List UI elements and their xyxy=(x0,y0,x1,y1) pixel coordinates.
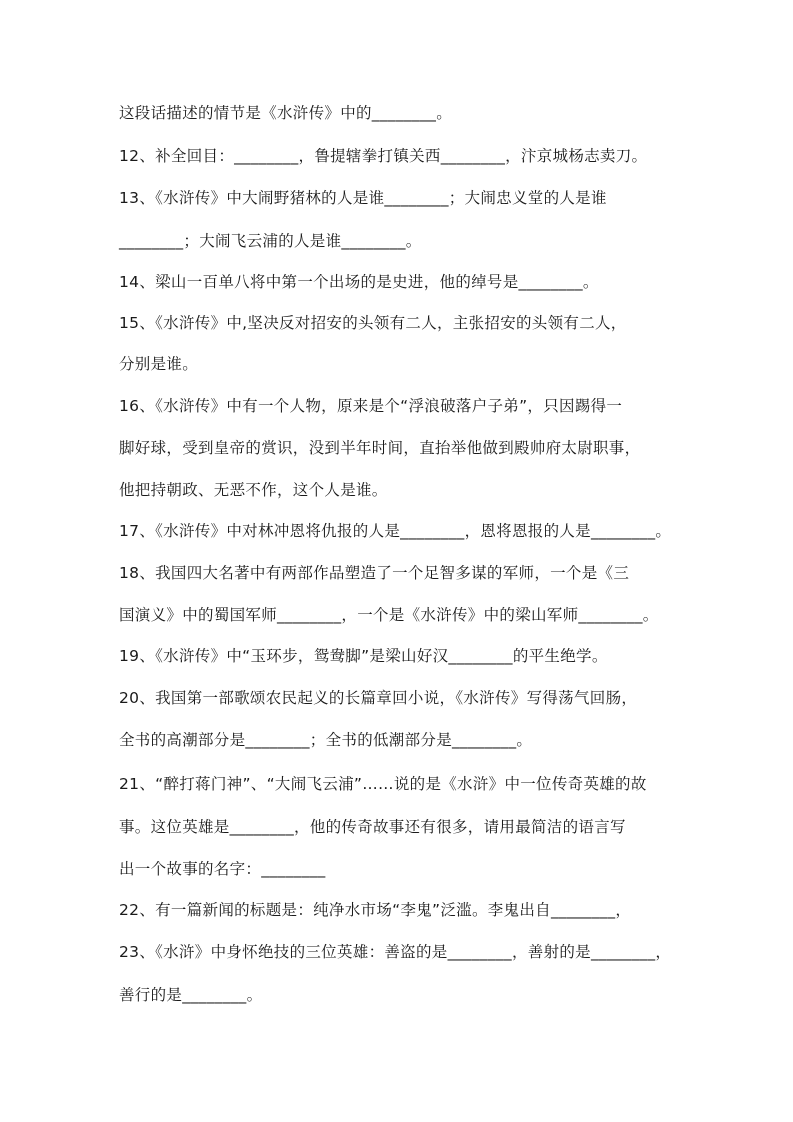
question-16: 16、《水浒传》中有一个人物，原来是个“浮浪破落户子弟”，只因踢得一 xyxy=(119,397,623,415)
question-14: 14、梁山一百单八将中第一个出场的是史进，他的绰号是________。 xyxy=(119,273,599,291)
text-line: 国演义》中的蜀国军师________，一个是《水浒传》中的梁山军师________。 xyxy=(119,606,659,624)
text-line: 全书的高潮部分是________；全书的低潮部分是________。 xyxy=(119,731,533,749)
text-line: 出一个故事的名字：________ xyxy=(119,860,326,878)
text-line: ________；大闹飞云浦的人是谁________。 xyxy=(119,232,422,250)
text-line: 他把持朝政、无恶不作，这个人是谁。 xyxy=(119,481,388,499)
question-22: 22、有一篇新闻的标题是：纯净水市场“李鬼”泛滥。李鬼出自________， xyxy=(119,901,632,919)
text-line: 分别是谁。 xyxy=(119,355,199,373)
text-line: 脚好球，受到皇帝的赏识，没到半年时间，直抬举他做到殿帅府太尉职事， xyxy=(119,439,641,457)
text-line: 善行的是________。 xyxy=(119,986,263,1004)
question-13: 13、《水浒传》中大闹野猪林的人是谁________；大闹忠义堂的人是谁 xyxy=(119,189,607,207)
text-line: 事。这位英雄是________，他的传奇故事还有很多，请用最简洁的语言写 xyxy=(119,818,626,836)
text-line: 这段话描述的情节是《水浒传》中的________。 xyxy=(119,104,453,122)
question-12: 12、补全回目：________，鲁提辖拳打镇关西________，汴京城杨志卖刀。 xyxy=(119,147,648,165)
question-21: 21、“醉打蒋门神”、“大闹飞云浦”……说的是《水浒》中一位传奇英雄的故 xyxy=(119,775,647,793)
question-20: 20、我国第一部歌颂农民起义的长篇章回小说，《水浒传》写得荡气回肠， xyxy=(119,689,638,707)
question-23: 23、《水浒》中身怀绝技的三位英雄：善盗的是________，善射的是________， xyxy=(119,943,672,961)
question-18: 18、我国四大名著中有两部作品塑造了一个足智多谋的军师，一个是《三 xyxy=(119,564,630,582)
question-19: 19、《水浒传》中“玉环步，鸳鸯脚”是梁山好汉________的平生绝学。 xyxy=(119,647,608,665)
question-17: 17、《水浒传》中对林冲恩将仇报的人是________，恩将恩报的人是________。 xyxy=(119,522,672,540)
question-15: 15、《水浒传》中,坚决反对招安的头领有二人，主张招安的头领有二人， xyxy=(119,314,627,332)
